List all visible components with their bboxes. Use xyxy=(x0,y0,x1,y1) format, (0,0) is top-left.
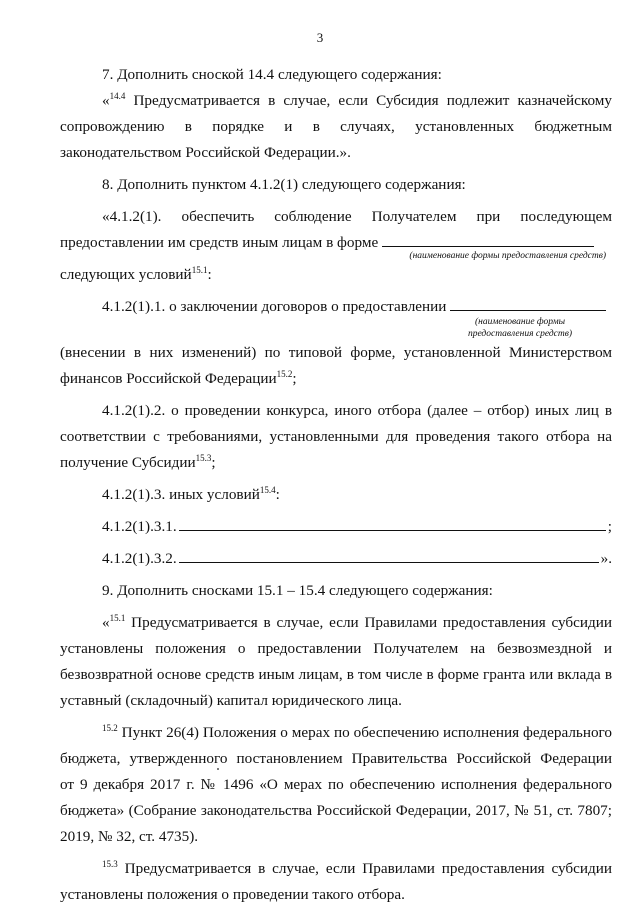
form-blank-line xyxy=(382,232,594,247)
page-number: 3 xyxy=(316,30,324,45)
item-4-1-2-1: «4.1.2(1). обеспечить соблюдение Получателем при последующем предоставлении им средств иным лицам в форме (наименование формы предоставления средств) следующих условий$^{15.1}$: xyxy=(60,208,612,283)
item-4-1-2-1-3: 4.1.2(1).3. иных условий$^{15.4}$: xyxy=(102,485,280,503)
footnote-15-3: $^{15.3}$ Предусматривается в случае, если Правилами предоставления субсидии установлены положения о проведении такого отбора. xyxy=(60,859,612,903)
scan-speck xyxy=(217,768,219,770)
document-body xyxy=(60,62,612,908)
form-blank-line xyxy=(179,516,606,531)
footnote-marker: 15.3 xyxy=(102,859,118,869)
footnote-15-2: $^{15.2}$ Пункт 26(4) Положения о мерах по обеспечению исполнения федерального бюджета, утвержденного постановлением Правительства Российской Федерации от 9 декабря 2017 г. № 1496 «О мерах по обеспечению исполнения федерального бюджета» (Собрание законодательства Российской Федерации, 2017, № 51, ст. 7807; 2019, № 32, ст. 4735). xyxy=(60,723,612,845)
item-4-1-2-1-1: 4.1.2(1).1. о заключении договоров о предоставлении (наименование формы предоставления средств) (внесении в них изменений) по типовой форме, установленной Министерством финансов Российской Федерации$^{15.2}$; xyxy=(60,298,612,387)
footnote-marker: 14.4 xyxy=(109,91,126,101)
footnote-marker: 15.1 xyxy=(109,613,126,623)
paragraph-9: 9. Дополнить сносками 15.1 – 15.4 следующего содержания: xyxy=(102,582,493,599)
form-blank-line xyxy=(450,296,606,311)
item-4-1-2-1-2: 4.1.2(1).2. о проведении конкурса, иного отбора (далее – отбор) иных лиц в соответствии с требованиями, установленными для проведения такого отбора на получение Субсидии$^{15.3}$; xyxy=(60,402,612,471)
footnote-14-4: «$^{14.4}$ Предусматривается в случае, если Субсидия подлежит казначейскому сопровождению в порядке и в случаях, установленных бюджетным законодательством Российской Федерации.». xyxy=(60,91,612,161)
item-4-1-2-1-3-2: 4.1.2(1).3.2. ». xyxy=(102,550,612,567)
paragraph-7: 7. Дополнить сноской 14.4 следующего содержания: xyxy=(102,66,442,83)
blank-caption: (наименование формы предоставления средств) xyxy=(409,251,606,261)
form-blank-line xyxy=(179,548,599,563)
paragraph-8: 8. Дополнить пунктом 4.1.2(1) следующего содержания: xyxy=(102,176,466,193)
blank-caption: (наименование формы предоставления средств) xyxy=(467,317,573,339)
footnote-marker: 15.2 xyxy=(102,723,118,733)
item-4-1-2-1-3-1: 4.1.2(1).3.1. ; xyxy=(102,518,612,535)
footnote-15-1: «$^{15.1}$ Предусматривается в случае, если Правилами предоставления субсидии установлены положения о предоставлении Получателем на безвозмездной и безвозвратной основе средств иным лицам, в том числе в форме гранта или вклада в уставный (складочный) капитал юридического лица. xyxy=(60,613,612,709)
